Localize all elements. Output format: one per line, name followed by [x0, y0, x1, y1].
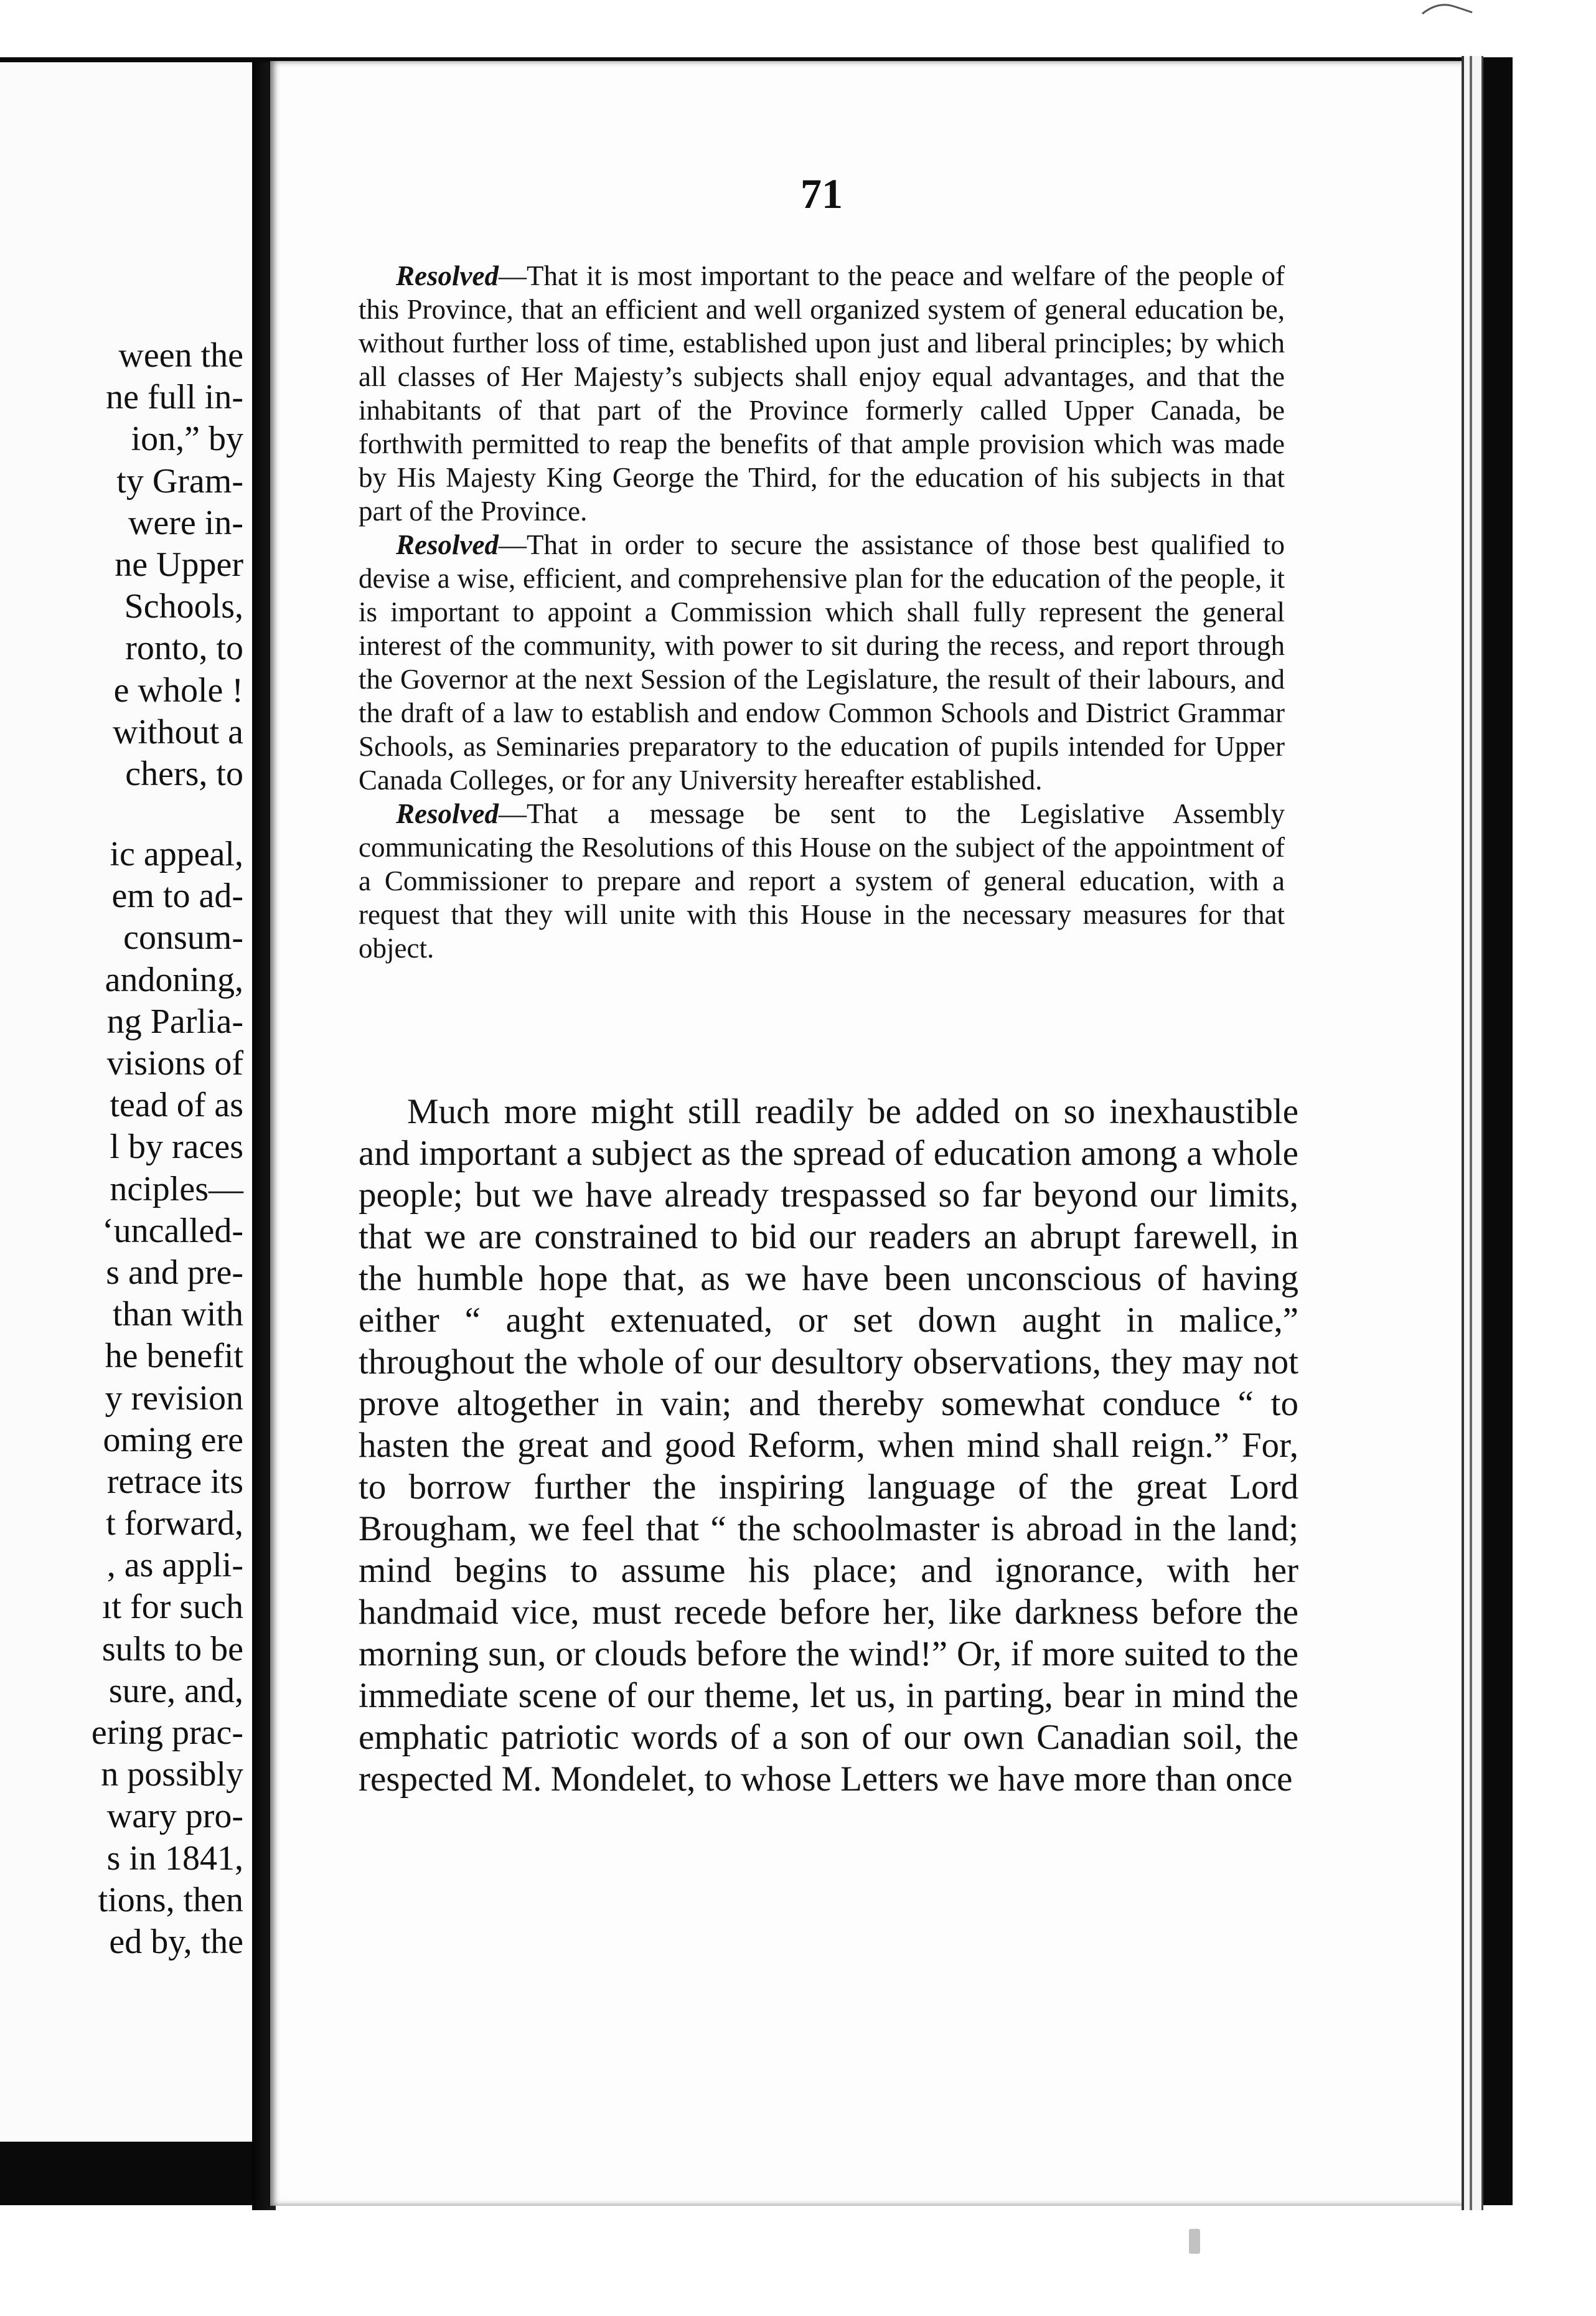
resolution-1-text: —That it is most important to the peace and welfare of the people of this Province, that an efficient and well organized system of general education be, without further loss of time, established upon just and liberal principles; by which all classes of Her Majesty’s subjects shall enjoy equal advantages, and that the inhabitants of that part of the Province formerly called Upper Canada, be forthwith permitted to reap the benefits of that ample provision which was made by His Majesty King George the Third, for the education of his subjects in that part of the Province.: [359, 260, 1285, 527]
previous-page-line: s in 1841,: [106, 1838, 243, 1878]
previous-page-line: Schools,: [124, 587, 243, 626]
previous-page-line: chers, to: [125, 754, 243, 793]
previous-page-line: retrace its: [106, 1462, 243, 1501]
previous-page-line: ering prac-: [91, 1713, 243, 1752]
previous-page-line: consum-: [123, 918, 243, 958]
previous-page-line: ne Upper: [115, 545, 243, 584]
previous-page-line: s and pre-: [106, 1253, 243, 1292]
previous-page-line: ween the: [118, 336, 243, 375]
previous-page-line: oming ere: [103, 1420, 243, 1459]
corner-mark: [1419, 0, 1475, 19]
previous-page-line: y revision: [105, 1378, 243, 1418]
previous-page-line: ty Gram-: [116, 461, 243, 501]
previous-page-line: n possibly: [101, 1755, 243, 1794]
previous-page-text: [92, 335, 243, 1963]
previous-page-line: tions, then: [98, 1880, 243, 1919]
previous-page-line: e whole !: [113, 671, 243, 710]
previous-page-line: , as appli-: [106, 1546, 243, 1585]
closing-paragraph: Much more might still readily be added on so inexhaustible and important a subject as the spread of education among a whole people; but we have already trespassed so far beyond our limits, that we are constrained to bid our readers an abrupt farewell, in the humble hope that, as we have been unconscious of having either “ aught extenuated, or set down aught in malice,” throughout the whole of our desultory observations, they may not prove altogether in vain; and thereby somewhat conduce “ to hasten the great and good Reform, when mind shall reign.” For, to borrow further the inspiring language of the great Lord Brougham, we feel that “ the schoolmaster is abroad in the land; mind begins to assume his place; and ignorance, with her handmaid vice, must recede before her, like darkness before the morning sun, or clouds before the wind!” Or, if more suited to the immediate scene of our theme, let us, in parting, bear in mind the emphatic patriotic words of a son of our own Canadian soil, the respected M. Mondelet, to whose Letters we have more than once: [359, 1092, 1298, 1799]
previous-page-line: em to ad-: [111, 877, 243, 916]
resolution-2-text: —That in order to secure the assistance of those best qualified to devise a wise, efficient, and comprehensive plan for the education of the people, it is important to appoint a Commission which shall fully represent the general interest of the community, with power to sit during the recess, and report through the Governor at the next Session of the Legislature, the result of their labours, and the draft of a law to establish and endow Common Schools and District Grammar Schools, as Seminaries preparatory to the education of pupils intended for Upper Canada Colleges, or for any University hereafter established.: [359, 529, 1285, 796]
previous-page-line: he benefit: [105, 1337, 243, 1376]
previous-page-fragment: [0, 62, 256, 2142]
scan-speck: [1189, 2229, 1200, 2254]
resolutions-block: [359, 259, 1285, 965]
previous-page-line: ne full in-: [106, 378, 243, 417]
previous-page-line: wary pro-: [106, 1797, 243, 1836]
previous-page-line: tead of as: [110, 1086, 243, 1125]
resolution-2-lead: Resolved: [396, 529, 499, 560]
resolution-3: [359, 797, 1285, 965]
previous-page-line: ng Parlia-: [106, 1002, 243, 1041]
previous-page-line: ıt for such: [101, 1588, 243, 1627]
previous-page-line: visions of: [106, 1044, 243, 1083]
resolution-1: [359, 259, 1285, 528]
previous-page-line: l by races: [110, 1127, 243, 1167]
previous-page-line: nciples—: [110, 1169, 243, 1208]
previous-page-line: without a: [113, 712, 243, 751]
previous-page-line: ed by, the: [109, 1922, 243, 1961]
previous-page-line: ion,” by: [131, 420, 243, 459]
previous-page-line: were in-: [128, 503, 243, 542]
page-number: 71: [800, 170, 843, 217]
resolution-3-lead: Resolved: [396, 798, 499, 829]
previous-page-line: sure, and,: [108, 1671, 243, 1710]
resolution-3-text: —That a message be sent to the Legislative Assembly communicating the Resolutions of this House on the subject of the appointment of a Commissioner to prepare and report a system of general education, with a request that they will unite with this House in the necessary measures for that object.: [359, 798, 1285, 964]
closing-text: [359, 1091, 1298, 1800]
previous-page-line: ic appeal,: [110, 835, 243, 874]
previous-page-line: ronto, to: [125, 629, 243, 668]
page-edge: [1462, 56, 1483, 2210]
previous-page-line: than with: [113, 1295, 243, 1334]
resolution-2: [359, 528, 1285, 797]
previous-page-line: andoning,: [105, 960, 243, 999]
previous-page-line: sults to be: [101, 1629, 243, 1669]
previous-page-line: ‘uncalled-: [102, 1211, 243, 1250]
resolution-1-lead: Resolved: [396, 260, 499, 291]
previous-page-line: [92, 795, 243, 834]
previous-page-line: t forward,: [106, 1504, 243, 1543]
